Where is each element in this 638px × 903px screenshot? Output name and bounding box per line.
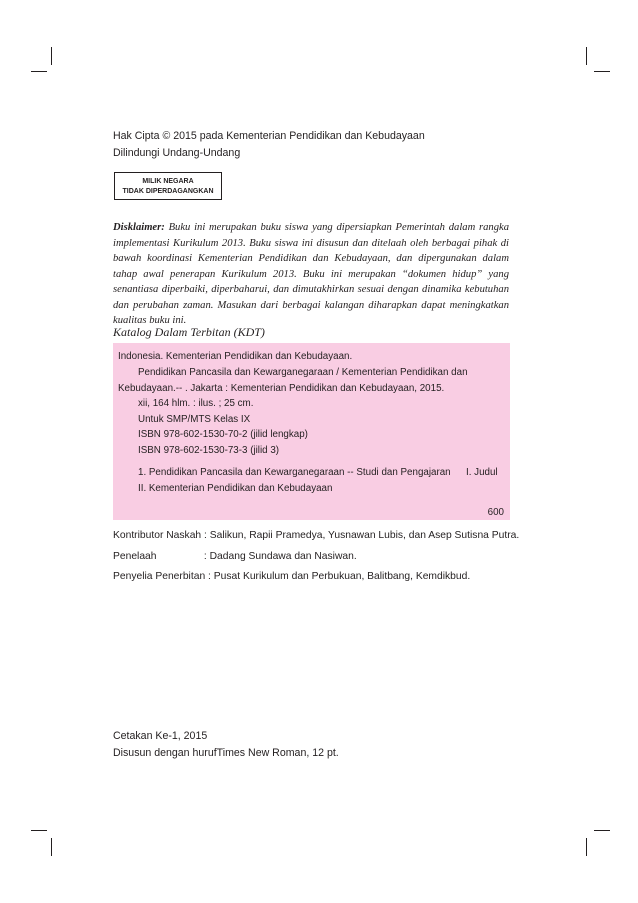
crop-mark-top-right-vertical — [586, 47, 587, 65]
kdt-author-line: Indonesia. Kementerian Pendidikan dan Kebudayaan. — [118, 351, 353, 362]
contributor-label: Kontributor Naskah — [113, 530, 202, 541]
copyright-line: Hak Cipta © 2015 pada Kementerian Pendidikan dan Kebudayaan — [113, 130, 425, 142]
kdt-title-line: Pendidikan Pancasila dan Kewarganegaraan / Kementerian Pendidikan dan — [138, 367, 468, 378]
kdt-classification-number: 600 — [487, 507, 504, 518]
stamp-line-2: TIDAK DIPERDAGANGKAN — [122, 188, 214, 195]
stamp-line-1: MILIK NEGARA — [142, 178, 194, 185]
kdt-extent-line: xii, 164 hlm. : ilus. ; 25 cm. — [138, 398, 254, 409]
crop-mark-top-left-horizontal — [31, 71, 47, 72]
crop-mark-bottom-left-horizontal — [31, 830, 47, 831]
kdt-subject-line: 1. Pendidikan Pancasila dan Kewarganegaraan -- Studi dan Pengajaran — [138, 467, 451, 478]
kdt-added-entry-line: II. Kementerian Pendidikan dan Kebudayaan — [138, 483, 333, 494]
supervisor-label: Penyelia Penerbitan — [113, 571, 206, 582]
state-property-stamp — [114, 172, 222, 200]
printing-info — [113, 728, 339, 761]
kdt-isbn-volume: ISBN 978-602-1530-73-3 (jilid 3) — [138, 445, 280, 456]
edition-line: Cetakan Ke-1, 2015 — [113, 730, 208, 742]
crop-mark-top-left-vertical — [51, 47, 52, 65]
reviewer-label: Penelaah — [113, 551, 157, 562]
typeface-line: Disusun dengan hurufTimes New Roman, 12 pt. — [113, 746, 339, 759]
kdt-title: Katalog Dalam Terbitan (KDT) — [113, 325, 265, 339]
kdt-isbn-complete: ISBN 978-602-1530-70-2 (jilid lengkap) — [138, 429, 308, 440]
credit-reviewer — [113, 551, 357, 562]
disclaimer-paragraph — [113, 220, 509, 329]
crop-mark-bottom-left-vertical — [51, 838, 52, 856]
credit-publishing-supervisor — [113, 571, 470, 582]
copyright-notice — [113, 128, 425, 162]
kdt-box — [113, 343, 510, 520]
contributor-value: : Salikun, Rapii Pramedya, Yusnawan Lubis, dan Asep Sutisna Putra. — [204, 530, 520, 541]
kdt-title-heading: I. Judul — [466, 467, 498, 478]
crop-mark-top-right-horizontal — [594, 71, 610, 72]
protection-line: Dilindungi Undang-Undang — [113, 147, 241, 159]
supervisor-value: : Pusat Kurikulum dan Perbukuan, Balitbang, Kemdikbud. — [208, 571, 471, 582]
reviewer-value: : Dadang Sundawa dan Nasiwan. — [203, 551, 357, 562]
kdt-publisher-line: Kebudayaan.-- . Jakarta : Kementerian Pendidikan dan Kebudayaan, 2015. — [118, 383, 445, 394]
credit-contributor — [113, 530, 519, 541]
kdt-audience-line: Untuk SMP/MTS Kelas IX — [138, 414, 251, 425]
disclaimer-text: Buku ini merupakan buku siswa yang dipersiapkan Pemerintah dalam rangka implementasi Kurikulum 2013. Buku siswa ini disusun dan ditelaah oleh berbagai pihak di bawah koordinasi Kementerian Pendidikan dan Kebudayaan, dan dipergunakan dalam tahap awal penerapan Kurikulum 2013. Buku ini merupakan “dokumen hidup” yang senantiasa diperbaiki, diperbaharui, dan dimutakhirkan sesuai dengan dinamika kebutuhan dan perubahan zaman. Masukan dari berbagai kalangan diharapkan dapat meningkatkan kualitas buku ini. — [113, 222, 509, 326]
crop-mark-bottom-right-vertical — [586, 838, 587, 856]
crop-mark-bottom-right-horizontal — [594, 830, 610, 831]
disclaimer-label: Disklaimer: — [113, 222, 165, 233]
